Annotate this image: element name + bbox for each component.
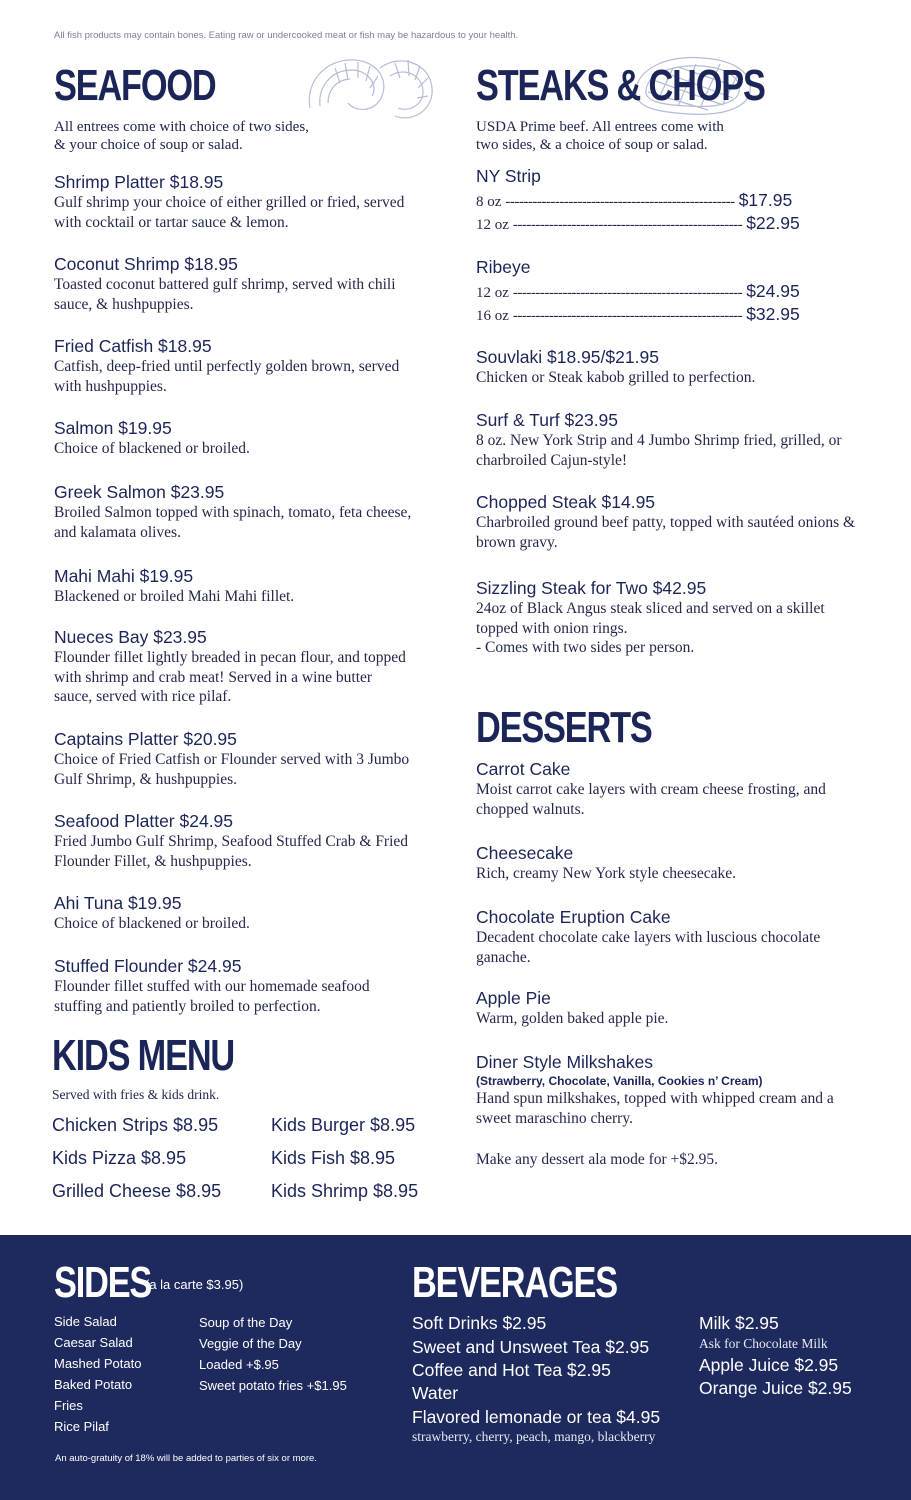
item-name: Salmon $19.95 — [54, 418, 172, 438]
seafood-item — [54, 172, 414, 232]
steak-item — [476, 410, 866, 470]
lemonade-flavors: strawberry, cherry, peach, mango, blackberry — [412, 1429, 656, 1444]
kids-item: Grilled Cheese $8.95 — [52, 1181, 222, 1201]
seafood-item — [54, 418, 414, 459]
beverage-item: Sweet and Unsweet Tea $2.95 — [412, 1337, 650, 1357]
item-description: 8 oz. New York Strip and 4 Jumbo Shrimp fried, grilled, or charbroiled Cajun-style! — [476, 432, 842, 469]
side-item: Rice Pilaf — [54, 1419, 109, 1434]
item-name: Stuffed Flounder $24.95 — [54, 956, 242, 976]
item-description: Toasted coconut battered gulf shrimp, served with chili sauce, & hushpuppies. — [54, 276, 396, 313]
side-item: Loaded +$.95 — [199, 1357, 279, 1372]
item-name: NY Strip — [476, 166, 541, 186]
milkshake-flavors: (Strawberry, Chocolate, Vanilla, Cookies n’ Cream) — [476, 1074, 763, 1088]
price: $32.95 — [746, 304, 800, 324]
seafood-title: SEAFOOD — [54, 61, 216, 110]
kids-item: Kids Pizza $8.95 — [52, 1148, 187, 1168]
steaks-intro — [476, 118, 724, 154]
steaks-intro-line1: USDA Prime beef. All entrees come with — [476, 119, 724, 135]
size-label: 12 oz — [476, 285, 509, 301]
beverage-item: Water — [412, 1383, 459, 1403]
beverage-item: Flavored lemonade or tea $4.95 — [412, 1407, 661, 1427]
steak-item — [476, 347, 866, 388]
item-name: Sizzling Steak for Two $42.95 — [476, 578, 707, 598]
item-name: Greek Salmon $23.95 — [54, 482, 225, 502]
item-name: Captains Platter $20.95 — [54, 729, 237, 749]
seafood-intro-line1: All entrees come with choice of two sides, — [54, 119, 309, 135]
size-price-row — [476, 304, 800, 327]
kids-item: Chicken Strips $8.95 — [52, 1115, 219, 1135]
size-price-row — [476, 190, 793, 213]
item-description: Catfish, deep-fried until perfectly golden brown, served with hushpuppies. — [54, 358, 400, 395]
price: $17.95 — [738, 190, 793, 210]
item-description: Rich, creamy New York style cheesecake. — [476, 865, 736, 882]
leader-dots: --------------------------------------------------- — [505, 194, 735, 210]
item-name: Mahi Mahi $19.95 — [54, 566, 194, 586]
item-description: Blackened or broiled Mahi Mahi fillet. — [54, 588, 295, 605]
size-label: 12 oz — [476, 217, 509, 233]
item-description: Warm, golden baked apple pie. — [476, 1010, 669, 1027]
dessert-item — [476, 907, 866, 967]
item-description: Fried Jumbo Gulf Shrimp, Seafood Stuffed Crab & Fried Flounder Fillet, & hushpuppies. — [54, 833, 409, 870]
seafood-item — [54, 254, 414, 314]
seafood-item — [54, 566, 414, 607]
steaks-intro-line2: two sides, & a choice of soup or salad. — [476, 137, 708, 153]
side-item: Sweet potato fries +$1.95 — [199, 1378, 347, 1393]
item-note: - Comes with two sides per person. — [476, 639, 695, 656]
beverage-item: Orange Juice $2.95 — [699, 1378, 852, 1398]
side-item: Soup of the Day — [199, 1315, 293, 1330]
item-description: Hand spun milkshakes, topped with whipped cream and a sweet maraschino cherry. — [476, 1090, 834, 1127]
desserts-title: DESSERTS — [476, 703, 652, 752]
seafood-intro — [54, 118, 309, 154]
seafood-item — [54, 336, 414, 396]
item-description: Choice of blackened or broiled. — [54, 915, 250, 932]
item-description: Choice of blackened or broiled. — [54, 440, 250, 457]
steak-item — [476, 492, 866, 552]
steak-item — [476, 578, 866, 658]
item-name: Apple Pie — [476, 988, 551, 1008]
seafood-item — [54, 482, 414, 542]
item-name: Diner Style Milkshakes — [476, 1052, 653, 1072]
side-item: Fries — [54, 1398, 83, 1413]
seafood-item — [54, 956, 414, 1016]
sides-title: SIDES — [54, 1258, 152, 1307]
item-name: Souvlaki $18.95/$21.95 — [476, 347, 659, 367]
item-name: Ahi Tuna $19.95 — [54, 893, 182, 913]
dessert-item — [476, 843, 866, 884]
item-description: Flounder fillet stuffed with our homemade seafood stuffing and patiently broiled to perfection. — [54, 978, 370, 1015]
sides-note: (a la carte $3.95) — [145, 1277, 244, 1292]
side-item: Mashed Potato — [54, 1356, 142, 1371]
item-name: Coconut Shrimp $18.95 — [54, 254, 238, 274]
kids-item: Kids Burger $8.95 — [271, 1115, 416, 1135]
seafood-item — [54, 811, 414, 871]
side-item: Baked Potato — [54, 1377, 133, 1392]
item-description: Flounder fillet lightly breaded in pecan flour, and topped with shrimp and crab meat! Served in a wine butter sauce, served with rice pilaf. — [54, 649, 406, 705]
beverage-item: Milk $2.95 — [699, 1313, 779, 1333]
size-label: 8 oz — [476, 194, 502, 210]
kids-item: Kids Fish $8.95 — [271, 1148, 396, 1168]
item-name: Nueces Bay $23.95 — [54, 627, 207, 647]
ala-mode-note: Make any dessert ala mode for +$2.95. — [476, 1151, 719, 1168]
beverage-item: Coffee and Hot Tea $2.95 — [412, 1360, 611, 1380]
kids-item: Kids Shrimp $8.95 — [271, 1181, 419, 1201]
beverage-item: Soft Drinks $2.95 — [412, 1313, 547, 1333]
side-item: Veggie of the Day — [199, 1336, 302, 1351]
item-name: Shrimp Platter $18.95 — [54, 172, 224, 192]
leader-dots: --------------------------------------------------- — [512, 217, 743, 233]
item-description: 24oz of Black Angus steak sliced and served on a skillet topped with onion rings. — [476, 600, 825, 637]
footer-panel — [0, 1235, 911, 1500]
item-name: Cheesecake — [476, 843, 574, 863]
ribeye — [476, 257, 836, 327]
shrimp-illustration — [300, 48, 440, 128]
item-description: Choice of Fried Catfish or Flounder served with 3 Jumbo Gulf Shrimp, & hushpuppies. — [54, 751, 410, 788]
leader-dots: --------------------------------------------------- — [512, 308, 743, 324]
dessert-item — [476, 988, 866, 1029]
item-description: Decadent chocolate cake layers with luscious chocolate ganache. — [476, 929, 821, 966]
price: $22.95 — [746, 213, 800, 233]
steaks-title: STEAKS & CHOPS — [476, 61, 765, 110]
item-description: Gulf shrimp your choice of either grilled or fried, served with cocktail or tartar sauce & lemon. — [54, 194, 405, 231]
leader-dots: --------------------------------------------------- — [512, 285, 743, 301]
kids-title: KIDS MENU — [52, 1031, 235, 1080]
seafood-item — [54, 627, 414, 707]
item-name: Chopped Steak $14.95 — [476, 492, 656, 512]
size-price-row — [476, 213, 800, 236]
gratuity-note: An auto-gratuity of 18% will be added to parties of six or more. — [55, 1453, 317, 1464]
beverage-item: Apple Juice $2.95 — [699, 1355, 839, 1375]
ny-strip — [476, 166, 836, 236]
milk-note: Ask for Chocolate Milk — [699, 1336, 828, 1351]
size-label: 16 oz — [476, 308, 509, 324]
side-item: Side Salad — [54, 1314, 117, 1329]
seafood-item — [54, 893, 414, 934]
beverages-title: BEVERAGES — [412, 1258, 617, 1307]
dessert-item — [476, 759, 866, 819]
item-description: Moist carrot cake layers with cream cheese frosting, and chopped walnuts. — [476, 781, 826, 818]
disclaimer: All fish products may contain bones. Eating raw or undercooked meat or fish may be hazardous to your health. — [54, 30, 519, 41]
dessert-item — [476, 1052, 866, 1128]
item-description: Chicken or Steak kabob grilled to perfection. — [476, 369, 756, 386]
item-name: Carrot Cake — [476, 759, 571, 779]
size-price-row — [476, 281, 800, 304]
item-name: Surf & Turf $23.95 — [476, 410, 619, 430]
item-name: Fried Catfish $18.95 — [54, 336, 212, 356]
side-item: Caesar Salad — [54, 1335, 133, 1350]
item-description: Charbroiled ground beef patty, topped with sautéed onions & brown gravy. — [476, 514, 856, 551]
item-name: Chocolate Eruption Cake — [476, 907, 671, 927]
item-name: Seafood Platter $24.95 — [54, 811, 234, 831]
item-name: Ribeye — [476, 257, 531, 277]
price: $24.95 — [746, 281, 800, 301]
kids-intro: Served with fries & kids drink. — [52, 1087, 220, 1102]
item-description: Broiled Salmon topped with spinach, tomato, feta cheese, and kalamata olives. — [54, 504, 412, 541]
seafood-intro-line2: & your choice of soup or salad. — [54, 137, 243, 153]
seafood-item — [54, 729, 414, 789]
